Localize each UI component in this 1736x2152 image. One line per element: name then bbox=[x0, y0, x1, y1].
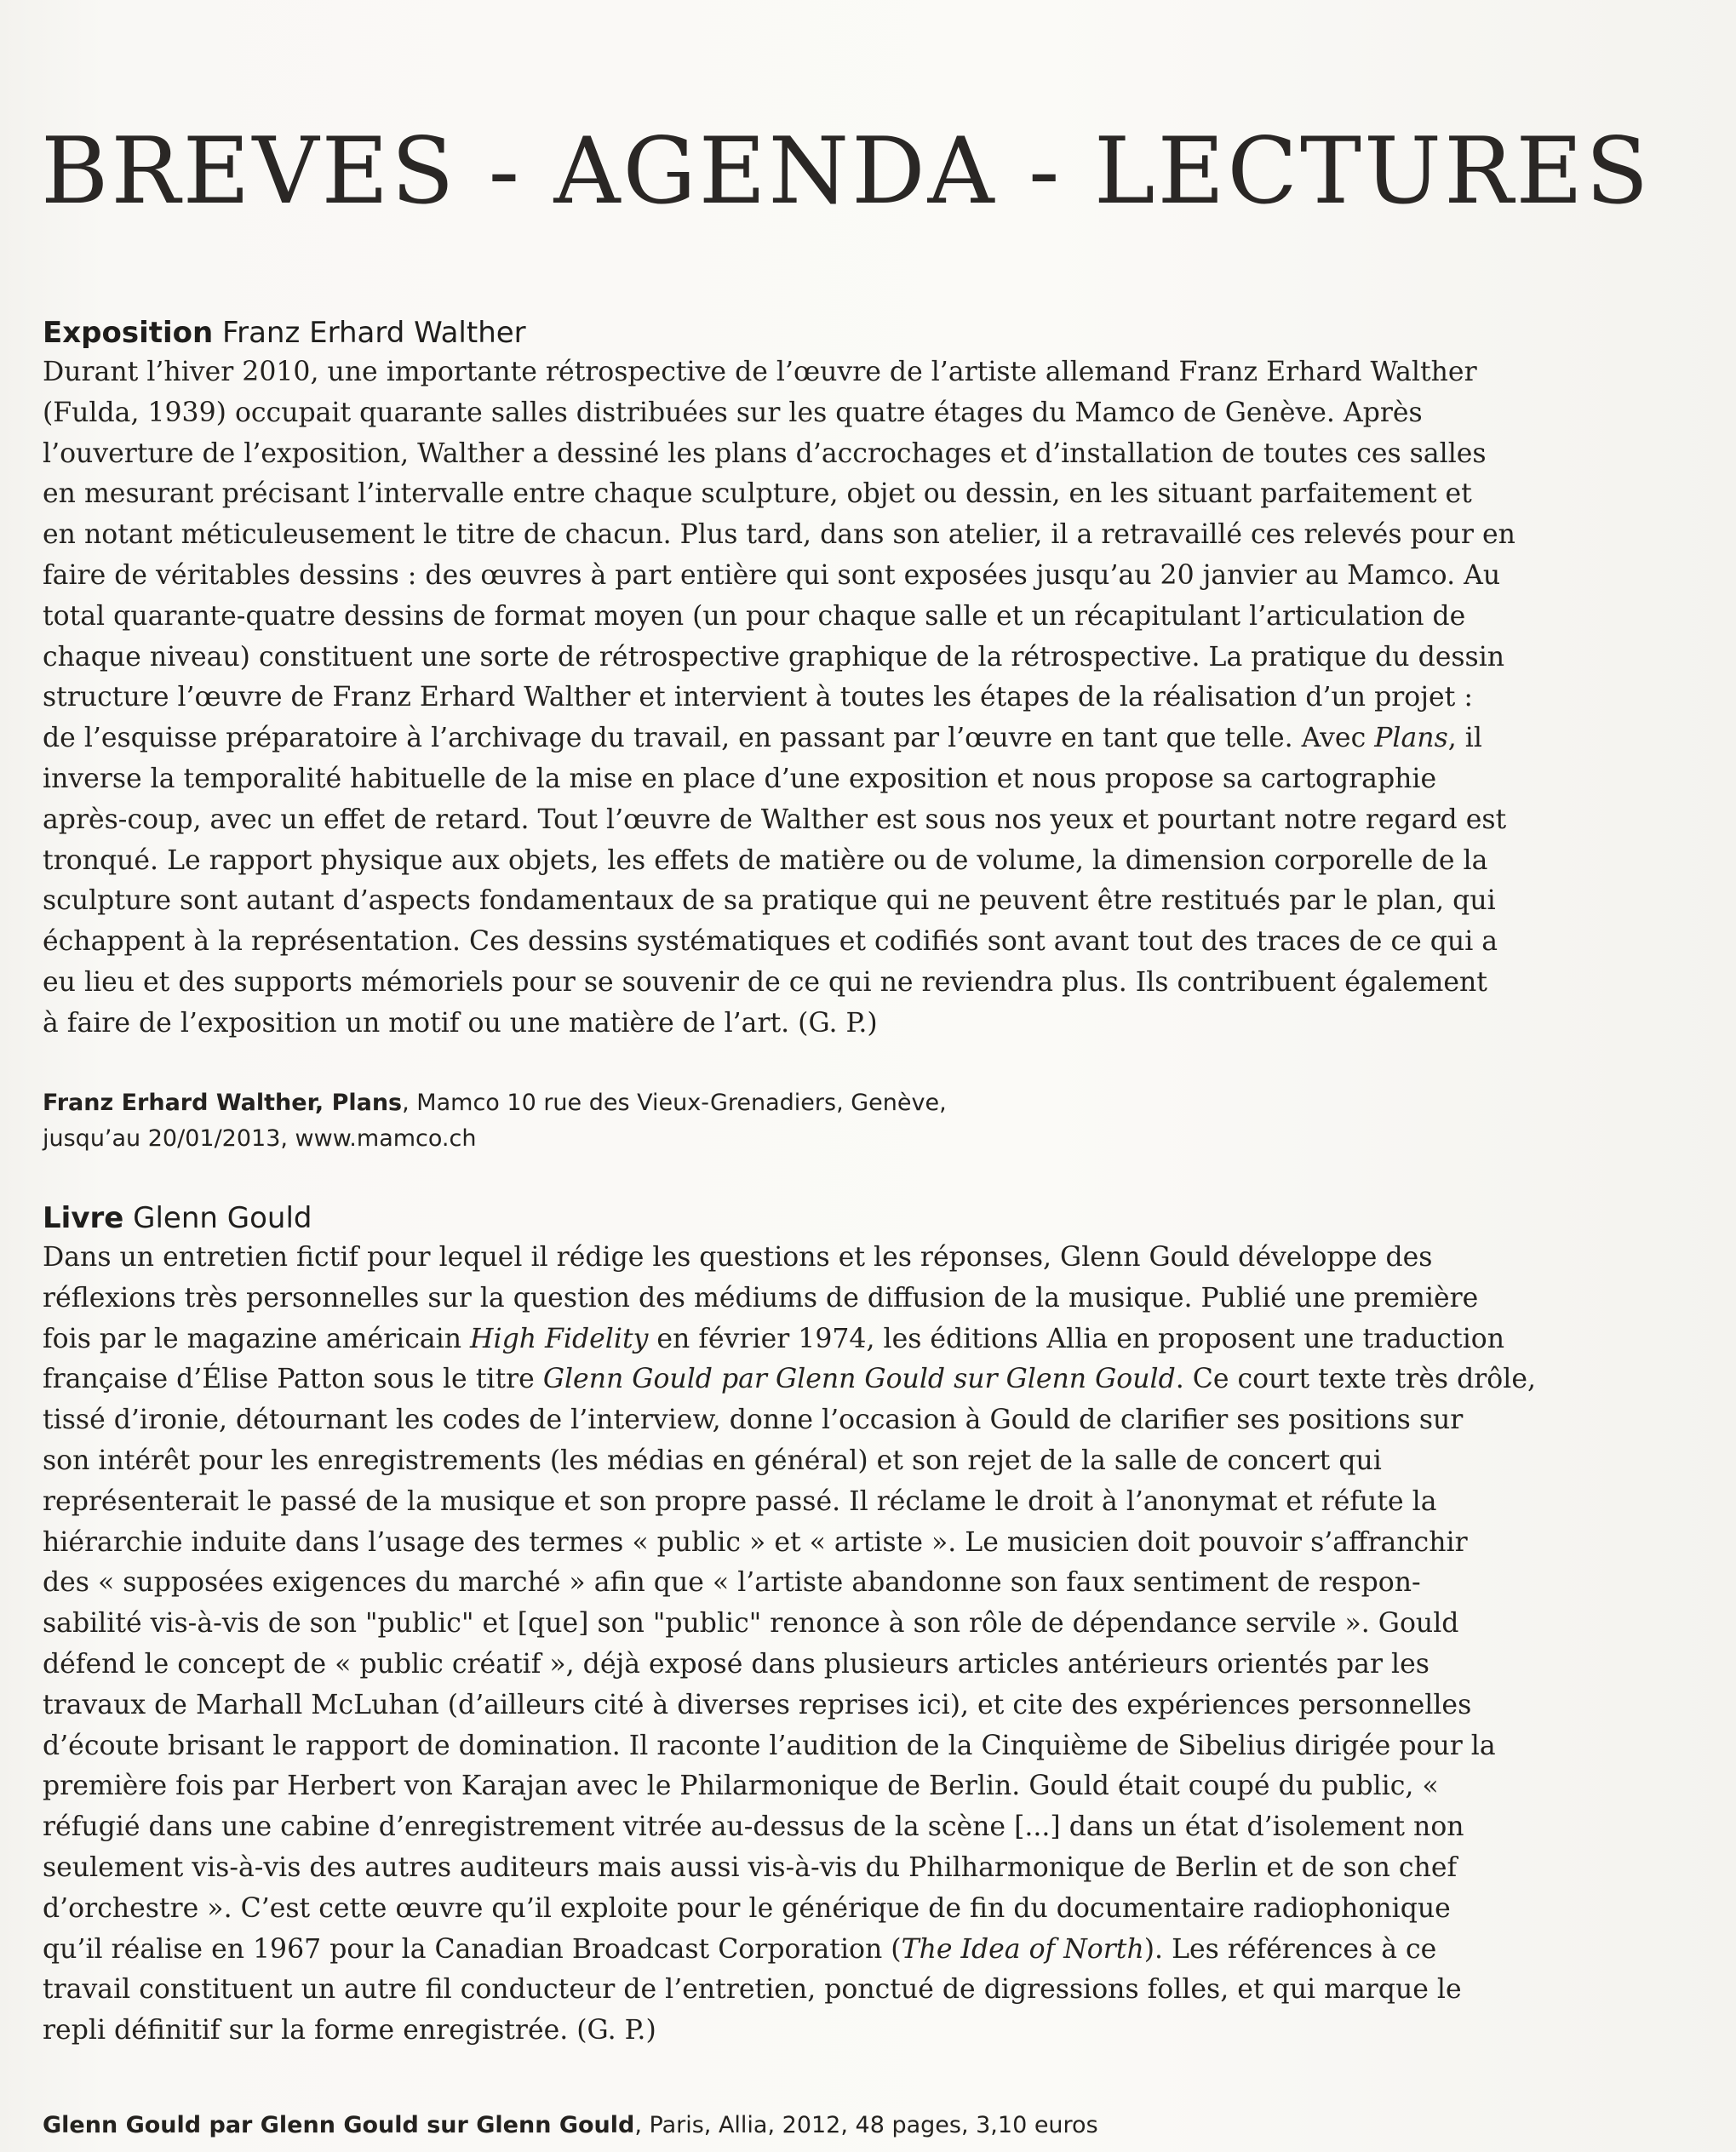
body-line bbox=[43, 1238, 1558, 1279]
body-line bbox=[43, 1319, 1558, 1360]
body-line bbox=[43, 841, 1558, 882]
text-run: travail constituent un autre fil conducteur de l’entretien, ponctué de digressions folles, et qui marque le bbox=[43, 1974, 1462, 2006]
article-kind-label: Livre bbox=[43, 1201, 124, 1235]
text-run: , il bbox=[1447, 723, 1482, 754]
text-run: fois par le magazine américain bbox=[43, 1323, 471, 1354]
article-body bbox=[43, 1238, 1558, 2052]
italic-title: The Idea of North bbox=[901, 1933, 1144, 1965]
body-line bbox=[43, 678, 1558, 718]
body-line bbox=[43, 1645, 1558, 1686]
body-line bbox=[43, 1604, 1558, 1645]
article-credit bbox=[43, 2108, 1098, 2143]
body-line bbox=[43, 638, 1558, 678]
text-run: repli définitif sur la forme enregistrée. (G. P.) bbox=[43, 2015, 656, 2046]
credit-title: Glenn Gould par Glenn Gould sur Glenn Gould bbox=[43, 2112, 635, 2138]
text-run: ). Les références à ce bbox=[1143, 1933, 1437, 1965]
text-run: . Ce court texte très drôle, bbox=[1175, 1364, 1536, 1395]
body-line bbox=[43, 1970, 1558, 2011]
credit-title: Franz Erhard Walther, Plans bbox=[43, 1089, 403, 1116]
text-run: chaque niveau) constituent une sorte de rétrospective graphique de la rétrospective. La pratique du dessin bbox=[43, 641, 1505, 672]
body-line bbox=[43, 800, 1558, 841]
text-run: l’ouverture de l’exposition, Walther a dessiné les plans d’accrochages et d’installation de toutes ces salles bbox=[43, 438, 1487, 469]
text-run: d’écoute brisant le rapport de domination. Il raconte l’audition de la Cinquième de Sibelius dirigée pour la bbox=[43, 1730, 1496, 1761]
article-subject: Franz Erhard Walther bbox=[222, 316, 526, 350]
text-run: travaux de Marhall McLuhan (d’ailleurs cité à diverses reprises ici), et cite des expériences personnelles bbox=[43, 1689, 1472, 1720]
text-run: de l’esquisse préparatoire à l’archivage du travail, en passant par l’œuvre en tant que telle. Avec bbox=[43, 723, 1375, 754]
text-run: réflexions très personnelles sur la question des médiums de diffusion de la musique. Publié une première bbox=[43, 1282, 1479, 1314]
body-line bbox=[43, 1563, 1558, 1604]
body-line bbox=[43, 1279, 1558, 1319]
body-line bbox=[43, 1400, 1558, 1441]
credit-line: jusqu’au 20/01/2013, www.mamco.ch bbox=[43, 1125, 477, 1152]
body-line bbox=[43, 718, 1558, 759]
text-run: première fois par Herbert von Karajan avec le Philarmonique de Berlin. Gould était coupé du public, « bbox=[43, 1771, 1439, 1802]
article-subject: Glenn Gould bbox=[133, 1201, 312, 1235]
text-run: des « supposées exigences du marché » afin que « l’artiste abandonne son faux sentiment de respon- bbox=[43, 1567, 1421, 1599]
text-run: à faire de l’exposition un motif ou une matière de l’art. (G. P.) bbox=[43, 1007, 878, 1039]
text-run: faire de véritables dessins : des œuvres à part entière qui sont exposées jusqu’au 20 janvier au Mamco. Au bbox=[43, 559, 1501, 591]
body-line bbox=[43, 1930, 1558, 1971]
text-run: hiérarchie induite dans l’usage des termes « public » et « artiste ». Le musicien doit pouvoir s’affranchir bbox=[43, 1526, 1468, 1558]
text-run: total quarante-quatre dessins de format moyen (un pour chaque salle et un récapitulant l’articulation de bbox=[43, 600, 1466, 632]
text-run: en mesurant précisant l’intervalle entre chaque sculpture, objet ou dessin, en les situant parfaitement et bbox=[43, 478, 1472, 510]
credit-details: , Mamco 10 rue des Vieux-Grenadiers, Genève, bbox=[402, 1089, 947, 1116]
body-line bbox=[43, 352, 1558, 393]
credit-line bbox=[43, 2108, 1098, 2143]
article-body bbox=[43, 352, 1558, 1045]
text-run: inverse la temporalité habituelle de la mise en place d’une exposition et nous propose sa cartographie bbox=[43, 763, 1437, 794]
body-line bbox=[43, 922, 1558, 963]
text-run: tissé d’ironie, détournant les codes de l’interview, donne l’occasion à Gould de clarifier ses positions sur bbox=[43, 1405, 1464, 1436]
body-line bbox=[43, 515, 1558, 556]
body-line bbox=[43, 759, 1558, 800]
body-line bbox=[43, 1889, 1558, 1930]
text-run: réfugié dans une cabine d’enregistrement vitrée au-dessus de la scène [...] dans un état d’isolement non bbox=[43, 1811, 1464, 1843]
text-run: française d’Élise Patton sous le titre bbox=[43, 1364, 543, 1395]
text-run: en notant méticuleusement le titre de chacun. Plus tard, dans son atelier, il a retravaillé ces relevés pour en bbox=[43, 519, 1515, 551]
italic-title: Plans bbox=[1374, 723, 1448, 754]
body-line bbox=[43, 434, 1558, 475]
body-line bbox=[43, 597, 1558, 638]
text-run: eu lieu et des supports mémoriels pour se souvenir de ce qui ne reviendra plus. Ils contribuent également bbox=[43, 966, 1487, 998]
article-kind-label: Exposition bbox=[43, 316, 214, 350]
body-line bbox=[43, 1848, 1558, 1889]
text-run: (Fulda, 1939) occupait quarante salles distribuées sur les quatre étages du Mamco de Genève. Après bbox=[43, 397, 1423, 428]
body-line bbox=[43, 1766, 1558, 1807]
credit-details: , Paris, Allia, 2012, 48 pages, 3,10 euros bbox=[634, 2112, 1098, 2138]
body-line bbox=[43, 1807, 1558, 1848]
text-run: en février 1974, les éditions Allia en proposent une traduction bbox=[648, 1323, 1505, 1354]
body-line bbox=[43, 556, 1558, 597]
page-title: BREVES - AGENDA - LECTURES bbox=[41, 118, 1652, 225]
text-run: structure l’œuvre de Franz Erhard Walther et intervient à toutes les étapes de la réalisation d’un projet : bbox=[43, 682, 1473, 713]
text-run: représenterait le passé de la musique et son propre passé. Il réclame le droit à l’anonymat et réfute la bbox=[43, 1485, 1437, 1517]
body-line bbox=[43, 1359, 1558, 1400]
body-line bbox=[43, 1441, 1558, 1482]
text-run: qu’il réalise en 1967 pour la Canadian Broadcast Corporation ( bbox=[43, 1933, 902, 1965]
body-line bbox=[43, 1523, 1558, 1564]
text-run: son intérêt pour les enregistrements (les médias en général) et son rejet de la salle de concert qui bbox=[43, 1445, 1382, 1476]
body-line bbox=[43, 1726, 1558, 1767]
text-run: échappent à la représentation. Ces dessins systématiques et codifiés sont avant tout des traces de ce qui a bbox=[43, 926, 1498, 958]
body-line bbox=[43, 393, 1558, 434]
article-livre bbox=[43, 1199, 1558, 2052]
body-line bbox=[43, 1686, 1558, 1726]
credit-line bbox=[43, 1085, 1558, 1121]
text-run: sculpture sont autant d’aspects fondamentaux de sa pratique qui ne peuvent être restitués par le plan, qui bbox=[43, 885, 1496, 917]
text-run: après-coup, avec un effet de retard. Tout l’œuvre de Walther est sous nos yeux et pourtant notre regard est bbox=[43, 804, 1507, 835]
text-run: défend le concept de « public créatif », déjà exposé dans plusieurs articles antérieurs orientés par les bbox=[43, 1648, 1429, 1680]
body-line bbox=[43, 881, 1558, 922]
body-line bbox=[43, 2011, 1558, 2052]
text-run: d’orchestre ». C’est cette œuvre qu’il exploite pour le générique de fin du documentaire radiophonique bbox=[43, 1892, 1451, 1924]
body-line bbox=[43, 963, 1558, 1004]
text-run: seulement vis-à-vis des autres auditeurs mais aussi vis-à-vis du Philharmonique de Berlin et de son chef bbox=[43, 1852, 1458, 1883]
article-credit bbox=[43, 1085, 1558, 1157]
article-exposition bbox=[43, 313, 1558, 1157]
text-run: tronqué. Le rapport physique aux objets, les effets de matière ou de volume, la dimension corporelle de la bbox=[43, 844, 1488, 876]
text-run: Durant l’hiver 2010, une importante rétrospective de l’œuvre de l’artiste allemand Franz Erhard Walther bbox=[43, 357, 1477, 387]
text-run: sabilité vis-à-vis de son "public" et [que] son "public" renonce à son rôle de dépendance servile ». Gould bbox=[43, 1608, 1459, 1640]
text-run: Dans un entretien fictif pour lequel il rédige les questions et les réponses, Glenn Gould développe des bbox=[43, 1242, 1433, 1273]
body-line bbox=[43, 474, 1558, 515]
article-heading bbox=[43, 313, 1558, 352]
italic-title: Glenn Gould par Glenn Gould sur Glenn Gould bbox=[542, 1364, 1176, 1395]
article-heading bbox=[43, 1199, 1558, 1238]
body-line bbox=[43, 1004, 1558, 1045]
italic-title: High Fidelity bbox=[470, 1323, 649, 1354]
body-line bbox=[43, 1482, 1558, 1523]
